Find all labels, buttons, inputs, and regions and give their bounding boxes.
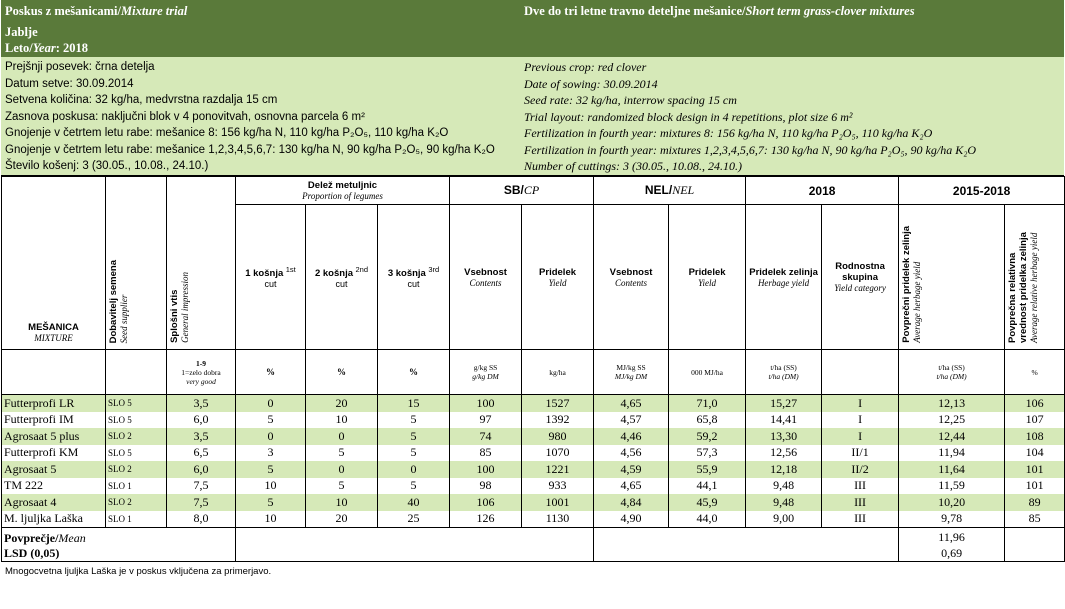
col-nel-contents: Vsebnost Contents xyxy=(594,205,669,350)
cell-sby: 1070 xyxy=(522,445,594,462)
unit-cell: % xyxy=(306,350,378,395)
info-line: Date of sowing: 30.09.2014 xyxy=(524,76,658,91)
cell-c1: 0 xyxy=(236,395,306,412)
cell-rel: 101 xyxy=(1005,461,1065,478)
cell-sbc: 106 xyxy=(450,494,522,511)
cell-cat: I xyxy=(822,395,899,412)
col-cut3: 3 košnja $^{3rd}$ cut xyxy=(378,205,450,350)
cell-name: Agrosaat 5 plus xyxy=(2,428,106,445)
cell-name: Futterprofi LR xyxy=(2,395,106,412)
info-line: Zasnova poskusa: naključni blok v 4 ponovitvah, osnovna parcela 6 m² xyxy=(5,110,365,123)
cell-nely: 71,0 xyxy=(669,395,746,412)
cell-nelc: 4,56 xyxy=(594,445,669,462)
unit-cell: t/ha (SS) t/ha (DM) xyxy=(746,350,822,395)
report-subtitle: Dve do tri letne travno deteljne mešanice/Short term grass-clover mixtures xyxy=(524,4,915,18)
cell-rel: 85 xyxy=(1005,511,1065,528)
col-cut1: 1 košnja $^{1st}$ cut xyxy=(236,205,306,350)
col-impression: Splošni vtis General impression xyxy=(167,177,236,350)
cell-nely: 59,2 xyxy=(669,428,746,445)
table-row xyxy=(2,461,1065,478)
cell-cat: III xyxy=(822,511,899,528)
year-line: Leto/Year: 2018 xyxy=(5,41,88,55)
cell-c1: 5 xyxy=(236,494,306,511)
cell-sbc: 74 xyxy=(450,428,522,445)
cell-sby: 980 xyxy=(522,428,594,445)
col-avg-relative: Povprečna relativna vrednost pridelka zelinja Average relative herbage yield xyxy=(1005,205,1065,350)
info-line: Trial layout: randomized block design in 4 repetitions, plot size 6 m² xyxy=(524,109,853,124)
cell-nelc: 4,65 xyxy=(594,395,669,412)
col-herbage-yield: Pridelek zelinja Herbage yield xyxy=(746,205,822,350)
cell-sbc: 126 xyxy=(450,511,522,528)
cell-ahy: 12,13 xyxy=(899,395,1005,412)
cell-name: Futterprofi IM xyxy=(2,412,106,429)
cell-nely: 65,8 xyxy=(669,412,746,429)
trial-report xyxy=(1,0,1064,577)
units-row xyxy=(2,350,1065,395)
cell-rel: 104 xyxy=(1005,445,1065,462)
col-supplier: Dobavitelj semena Seed supplier xyxy=(106,177,167,350)
col-mixture: MEŠANICA MIXTURE xyxy=(2,177,106,350)
cell-nelc: 4,46 xyxy=(594,428,669,445)
footnote: Mnogocvetna ljuljka Laška je v poskus vključena za primerjavo. xyxy=(5,566,272,577)
cell-c3: 5 xyxy=(378,445,450,462)
cell-sup: SLO 5 xyxy=(106,445,167,462)
col-sb-yield: Pridelek Yield xyxy=(522,205,594,350)
info-line: Gnojenje v četrtem letu rabe: mešanice 1,2,3,4,5,6,7: 130 kg/ha N, 90 kg/ha P₂O₅, 90 kg/ha K₂O xyxy=(5,143,495,156)
cell-nelc: 4,59 xyxy=(594,461,669,478)
col-cut2: 2 košnja $^{2nd}$ cut xyxy=(306,205,378,350)
cell-c3: 5 xyxy=(378,412,450,429)
cell-imp: 8,0 xyxy=(167,511,236,528)
footer-empty xyxy=(236,528,594,562)
cell-imp: 6,5 xyxy=(167,445,236,462)
cell-name: M. ljuljka Laška xyxy=(2,511,106,528)
info-line: Datum setve: 30.09.2014 xyxy=(5,77,134,90)
location: Jablje xyxy=(5,25,38,39)
footer-empty xyxy=(1005,528,1065,562)
unit-cell: % xyxy=(1005,350,1065,395)
table-row xyxy=(2,511,1065,528)
cell-rel: 106 xyxy=(1005,395,1065,412)
col-avg-herbage: Povprečni pridelek zelinja Average herbage yield xyxy=(899,205,1005,350)
table-row xyxy=(2,412,1065,429)
cell-name: Agrosaat 5 xyxy=(2,461,106,478)
cell-sup: SLO 5 xyxy=(106,395,167,412)
unit-cell xyxy=(106,350,167,395)
info-line: Gnojenje v četrtem letu rabe: mešanice 8: 156 kg/ha N, 110 kg/ha P₂O₅, 110 kg/ha K₂O xyxy=(5,127,449,139)
cell-ahy: 10,20 xyxy=(899,494,1005,511)
unit-impression: 1-9 1=zelo dobra very good xyxy=(167,350,236,395)
info-line: Fertilization in fourth year: mixtures 8: 156 kg/ha N, 110 kg/ha P₂O₅, 110 kg/ha K₂O xyxy=(524,126,933,140)
cell-c3: 5 xyxy=(378,428,450,445)
cell-ahy: 11,64 xyxy=(899,461,1005,478)
cell-nely: 57,3 xyxy=(669,445,746,462)
cell-nely: 44,0 xyxy=(669,511,746,528)
info-line: Število košenj: 3 (30.05., 10.08., 24.10.) xyxy=(5,160,209,172)
cell-nelc: 4,57 xyxy=(594,412,669,429)
col-nel-yield: Pridelek Yield xyxy=(669,205,746,350)
unit-cell: % xyxy=(378,350,450,395)
cell-cat: I xyxy=(822,412,899,429)
cell-c2: 10 xyxy=(306,494,378,511)
cell-hy: 9,48 xyxy=(746,478,822,495)
cell-sby: 1392 xyxy=(522,412,594,429)
cell-sby: 1130 xyxy=(522,511,594,528)
cell-hy: 12,56 xyxy=(746,445,822,462)
info-line: Previous crop: red clover xyxy=(524,60,647,74)
table-row xyxy=(2,494,1065,511)
cell-sup: SLO 5 xyxy=(106,412,167,429)
cell-c3: 40 xyxy=(378,494,450,511)
cell-sup: SLO 1 xyxy=(106,478,167,495)
cell-cat: III xyxy=(822,494,899,511)
cell-imp: 6,0 xyxy=(167,461,236,478)
cell-cat: III xyxy=(822,478,899,495)
cell-sup: SLO 2 xyxy=(106,461,167,478)
col-sb-contents: Vsebnost Contents xyxy=(450,205,522,350)
cell-sbc: 98 xyxy=(450,478,522,495)
cell-hy: 9,48 xyxy=(746,494,822,511)
cell-sbc: 85 xyxy=(450,445,522,462)
unit-cell xyxy=(822,350,899,395)
cell-imp: 7,5 xyxy=(167,478,236,495)
lsd-herbage: 0,69 xyxy=(899,546,1005,562)
trial-info-en xyxy=(524,59,976,175)
cell-imp: 6,0 xyxy=(167,412,236,429)
report-header xyxy=(1,0,1064,57)
cell-sbc: 100 xyxy=(450,395,522,412)
unit-cell: 000 MJ/ha xyxy=(669,350,746,395)
table-row xyxy=(2,478,1065,495)
cell-name: Futterprofi KM xyxy=(2,445,106,462)
cell-sup: SLO 1 xyxy=(106,511,167,528)
cell-hy: 14,41 xyxy=(746,412,822,429)
col-yield-category: Rodnostna skupina Yield category xyxy=(822,205,899,350)
cell-sup: SLO 2 xyxy=(106,428,167,445)
cell-nely: 44,1 xyxy=(669,478,746,495)
cell-nely: 55,9 xyxy=(669,461,746,478)
cell-c2: 0 xyxy=(306,428,378,445)
cell-c2: 10 xyxy=(306,412,378,429)
cell-name: Agrosaat 4 xyxy=(2,494,106,511)
cell-c3: 5 xyxy=(378,478,450,495)
info-line: Prejšnji posevek: črna detelja xyxy=(5,61,155,73)
cell-imp: 3,5 xyxy=(167,428,236,445)
cell-sby: 1221 xyxy=(522,461,594,478)
cell-c2: 5 xyxy=(306,445,378,462)
cell-ahy: 12,44 xyxy=(899,428,1005,445)
unit-cell xyxy=(2,350,106,395)
cell-sbc: 100 xyxy=(450,461,522,478)
cell-c2: 20 xyxy=(306,395,378,412)
cell-name: TM 222 xyxy=(2,478,106,495)
footer-empty xyxy=(594,528,899,562)
cell-cat: I xyxy=(822,428,899,445)
cell-imp: 3,5 xyxy=(167,395,236,412)
data-rows xyxy=(2,395,1065,528)
cell-c1: 5 xyxy=(236,412,306,429)
cell-c3: 15 xyxy=(378,395,450,412)
cell-nelc: 4,84 xyxy=(594,494,669,511)
cell-ahy: 9,78 xyxy=(899,511,1005,528)
cell-c1: 0 xyxy=(236,428,306,445)
cell-hy: 15,27 xyxy=(746,395,822,412)
report-title: Poskus z mešanicami/Mixture trial xyxy=(5,4,188,18)
col-2015-2018: 2015-2018 xyxy=(899,177,1065,205)
unit-cell: kg/ha xyxy=(522,350,594,395)
cell-hy: 9,00 xyxy=(746,511,822,528)
cell-hy: 12,18 xyxy=(746,461,822,478)
info-line: Seed rate: 32 kg/ha, interrow spacing 15 cm xyxy=(524,93,737,107)
cell-ahy: 11,94 xyxy=(899,445,1005,462)
cell-ahy: 12,25 xyxy=(899,412,1005,429)
info-line: Setvena količina: 32 kg/ha, medvrstna razdalja 15 cm xyxy=(5,94,278,106)
cell-cat: II/2 xyxy=(822,461,899,478)
lsd-label: LSD (0,05) xyxy=(2,546,236,562)
cell-nelc: 4,90 xyxy=(594,511,669,528)
cell-c2: 5 xyxy=(306,478,378,495)
cell-cat: II/1 xyxy=(822,445,899,462)
mean-herbage: 11,96 xyxy=(899,528,1005,547)
col-legumes: Delež metuljnic Proportion of legumes xyxy=(236,177,450,205)
cell-rel: 101 xyxy=(1005,478,1065,495)
cell-c3: 0 xyxy=(378,461,450,478)
col-nel: NEL/NEL xyxy=(594,177,746,205)
mean-row xyxy=(2,528,1065,547)
info-line: Fertilization in fourth year: mixtures 1,2,3,4,5,6,7: 130 kg/ha N, 90 kg/ha P₂O₅, 90 kg/ha K₂O xyxy=(524,142,977,157)
cell-nely: 45,9 xyxy=(669,494,746,511)
col-2018: 2018 xyxy=(746,177,899,205)
cell-c1: 3 xyxy=(236,445,306,462)
cell-rel: 89 xyxy=(1005,494,1065,511)
cell-rel: 107 xyxy=(1005,412,1065,429)
cell-c3: 25 xyxy=(378,511,450,528)
trial-info-si xyxy=(5,59,495,175)
cell-c2: 0 xyxy=(306,461,378,478)
cell-c2: 20 xyxy=(306,511,378,528)
cell-hy: 13,30 xyxy=(746,428,822,445)
cell-nelc: 4,65 xyxy=(594,478,669,495)
unit-cell: t/ha (SS) t/ha (DM) xyxy=(899,350,1005,395)
table-row xyxy=(2,428,1065,445)
cell-sby: 933 xyxy=(522,478,594,495)
cell-imp: 7,5 xyxy=(167,494,236,511)
cell-sup: SLO 2 xyxy=(106,494,167,511)
trial-info xyxy=(1,57,1064,176)
cell-sby: 1001 xyxy=(522,494,594,511)
table-row xyxy=(2,395,1065,412)
cell-sbc: 97 xyxy=(450,412,522,429)
cell-c1: 5 xyxy=(236,461,306,478)
col-sb: SB/CP xyxy=(450,177,594,205)
unit-cell: MJ/kg SS MJ/kg DM xyxy=(594,350,669,395)
results-table xyxy=(1,176,1065,562)
cell-rel: 108 xyxy=(1005,428,1065,445)
info-line: Number of cuttings: 3 (30.05., 10.08., 24.10.) xyxy=(524,159,742,173)
unit-cell: % xyxy=(236,350,306,395)
unit-cell: g/kg SS g/kg DM xyxy=(450,350,522,395)
cell-c1: 10 xyxy=(236,478,306,495)
table-row xyxy=(2,445,1065,462)
cell-ahy: 11,59 xyxy=(899,478,1005,495)
cell-c1: 10 xyxy=(236,511,306,528)
mean-label: Povprečje/Mean xyxy=(2,528,236,547)
cell-sby: 1527 xyxy=(522,395,594,412)
